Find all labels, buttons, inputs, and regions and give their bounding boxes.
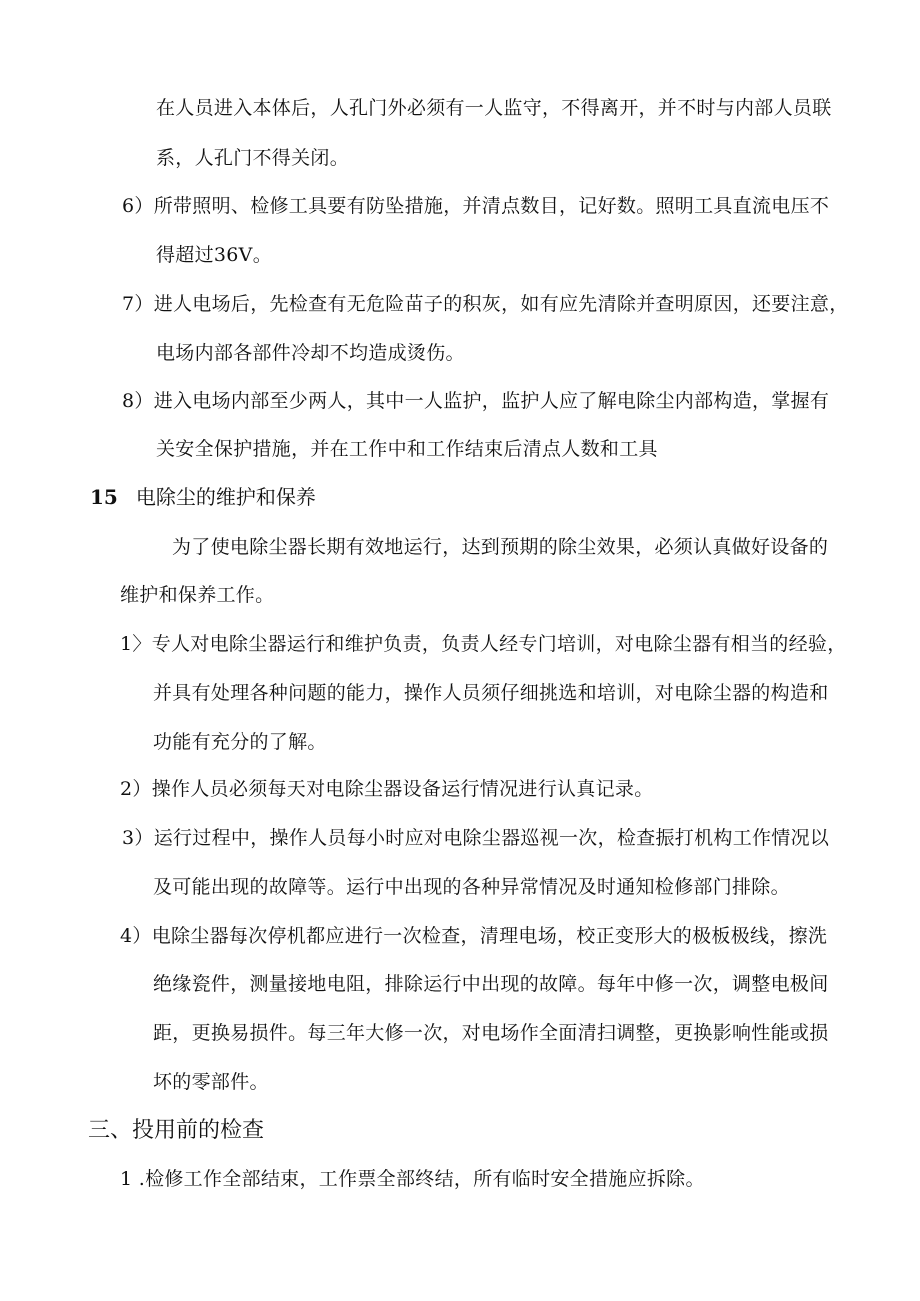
- paragraph-line: 及可能出现的故障等。运行中出现的各种异常情况及时通知检修部门排除。: [153, 876, 790, 898]
- list-item-2: 2）操作人员必须每天对电除尘器设备运行情况进行认真记录。: [120, 778, 654, 800]
- paragraph-line: 得超过36V。: [156, 244, 272, 266]
- paragraph-line: 绝缘瓷件，测量接地电阻，排除运行中出现的故障。每年中修一次，调整电极间: [153, 973, 829, 995]
- paragraph-line: 系，人孔门不得关闭。: [156, 147, 350, 169]
- paragraph-line: 坏的零部件。: [153, 1071, 269, 1093]
- paragraph-line: 功能有充分的了解。: [153, 731, 327, 753]
- list-item-8: 8）进入电场内部至少两人，其中一人监护，监护人应了解电除尘内部构造，掌握有: [122, 390, 830, 412]
- section-15-heading: [90, 484, 316, 510]
- intro-line: 维护和保养工作。: [120, 584, 275, 606]
- section-3-heading: 三、投用前的检查: [88, 1118, 265, 1143]
- section-number: 15: [90, 485, 118, 509]
- list-item-3: 3）运行过程中，操作人员每小时应对电除尘器巡视一次，检查振打机构工作情况以: [122, 827, 830, 849]
- check-item-1: 1 .检修工作全部结束，工作票全部终结，所有临时安全措施应拆除。: [120, 1168, 705, 1190]
- section-title: 电除尘的维护和保养: [135, 485, 316, 509]
- paragraph-line: 距，更换易损件。每三年大修一次，对电场作全面清扫调整，更换影响性能或损: [153, 1022, 829, 1044]
- list-item-1: 1〉专人对电除尘器运行和维护负责，负责人经专门培训，对电除尘器有相当的经验，: [120, 633, 847, 655]
- intro-line: 为了使电除尘器长期有效地运行，达到预期的除尘效果，必须认真做好设备的: [172, 536, 829, 558]
- list-item-6: 6）所带照明、检修工具要有防坠措施，并清点数目，记好数。照明工具直流电压不: [122, 195, 830, 217]
- paragraph-line: 电场内部各部件冷却不均造成烫伤。: [156, 342, 465, 364]
- list-item-7: 7）进人电场后，先检查有无危险苗子的积灰，如有应先清除并查明原因，还要注意，: [122, 293, 849, 315]
- paragraph-line: 关安全保护措施，并在工作中和工作结束后清点人数和工具: [156, 438, 658, 460]
- list-item-4: 4）电除尘器每次停机都应进行一次检查，清理电场，校正变形大的极板极线，擦洗: [120, 925, 828, 947]
- paragraph-line: 在人员进入本体后，人孔门外必须有一人监守，不得离开，并不时与内部人员联: [156, 97, 832, 119]
- paragraph-line: 并具有处理各种问题的能力，操作人员须仔细挑选和培训，对电除尘器的构造和: [153, 682, 829, 704]
